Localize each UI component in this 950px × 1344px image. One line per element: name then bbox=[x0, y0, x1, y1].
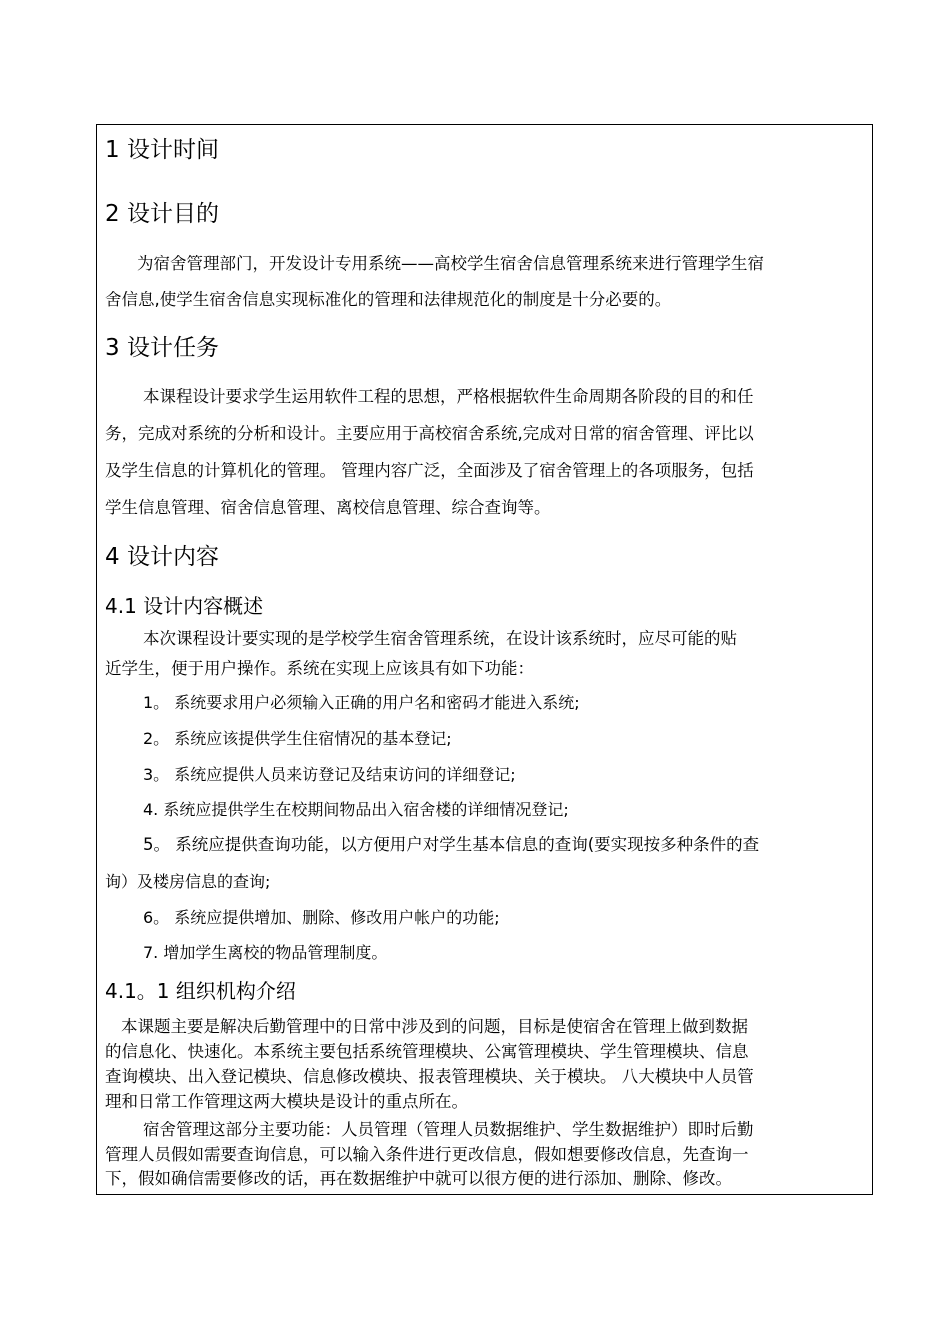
heading-content-overview: 4.1 设计内容概述 bbox=[105, 594, 264, 618]
task-line: 务，完成对系统的分析和设计。主要应用于高校宿舍系统,完成对日常的宿舍管理、评比以 bbox=[105, 424, 754, 443]
feature-item: 2。 系统应该提供学生住宿情况的基本登记; bbox=[143, 729, 452, 748]
task-line: 及学生信息的计算机化的管理。 管理内容广泛，全面涉及了宿舍管理上的各项服务，包括 bbox=[105, 461, 754, 480]
purpose-line: 舍信息,使学生宿舍信息实现标准化的管理和法律规范化的制度是十分必要的。 bbox=[105, 290, 672, 309]
heading-design-time: 1 设计时间 bbox=[105, 137, 219, 163]
overview-line: 本次课程设计要实现的是学校学生宿舍管理系统，在设计该系统时，应尽可能的贴 bbox=[143, 629, 737, 648]
feature-item: 3。 系统应提供人员来访登记及结束访问的详细登记; bbox=[143, 765, 516, 784]
purpose-line: 为宿舍管理部门，开发设计专用系统——高校学生宿舍信息管理系统来进行管理学生宿 bbox=[137, 254, 764, 273]
org-line: 理和日常工作管理这两大模块是设计的重点所在。 bbox=[105, 1092, 468, 1111]
feature-item: 6。 系统应提供增加、删除、修改用户帐户的功能; bbox=[143, 908, 500, 927]
feature-item: 询）及楼房信息的查询; bbox=[105, 872, 271, 891]
feature-item: 7. 增加学生离校的物品管理制度。 bbox=[143, 943, 388, 962]
heading-design-content: 4 设计内容 bbox=[105, 544, 219, 570]
org-line: 本课题主要是解决后勤管理中的日常中涉及到的问题，目标是使宿舍在管理上做到数据 bbox=[121, 1017, 748, 1036]
org-line: 的信息化、快速化。本系统主要包括系统管理模块、公寓管理模块、学生管理模块、信息 bbox=[105, 1042, 749, 1061]
org-line: 宿舍管理这部分主要功能：人员管理（管理人员数据维护、学生数据维护）即时后勤 bbox=[143, 1120, 754, 1139]
org-line: 管理人员假如需要查询信息，可以输入条件进行更改信息，假如想要修改信息，先查询一 bbox=[105, 1145, 749, 1164]
task-line: 本课程设计要求学生运用软件工程的思想，严格根据软件生命周期各阶段的目的和任 bbox=[143, 387, 754, 406]
feature-item: 1。 系统要求用户必须输入正确的用户名和密码才能进入系统; bbox=[143, 693, 580, 712]
feature-item: 5。 系统应提供查询功能，以方便用户对学生基本信息的查询(要实现按多种条件的查 bbox=[143, 835, 760, 854]
heading-design-purpose: 2 设计目的 bbox=[105, 201, 219, 227]
feature-item: 4. 系统应提供学生在校期间物品出入宿舍楼的详细情况登记; bbox=[143, 800, 569, 819]
heading-design-task: 3 设计任务 bbox=[105, 335, 219, 361]
overview-line: 近学生，便于用户操作。系统在实现上应该具有如下功能： bbox=[105, 659, 534, 678]
org-line: 下，假如确信需要修改的话，再在数据维护中就可以很方便的进行添加、删除、修改。 bbox=[105, 1169, 732, 1188]
org-line: 查询模块、出入登记模块、信息修改模块、报表管理模块、关于模块。 八大模块中人员管 bbox=[105, 1067, 754, 1086]
task-line: 学生信息管理、宿舍信息管理、离校信息管理、综合查询等。 bbox=[105, 498, 551, 517]
heading-org-structure: 4.1。1 组织机构介绍 bbox=[105, 979, 296, 1003]
